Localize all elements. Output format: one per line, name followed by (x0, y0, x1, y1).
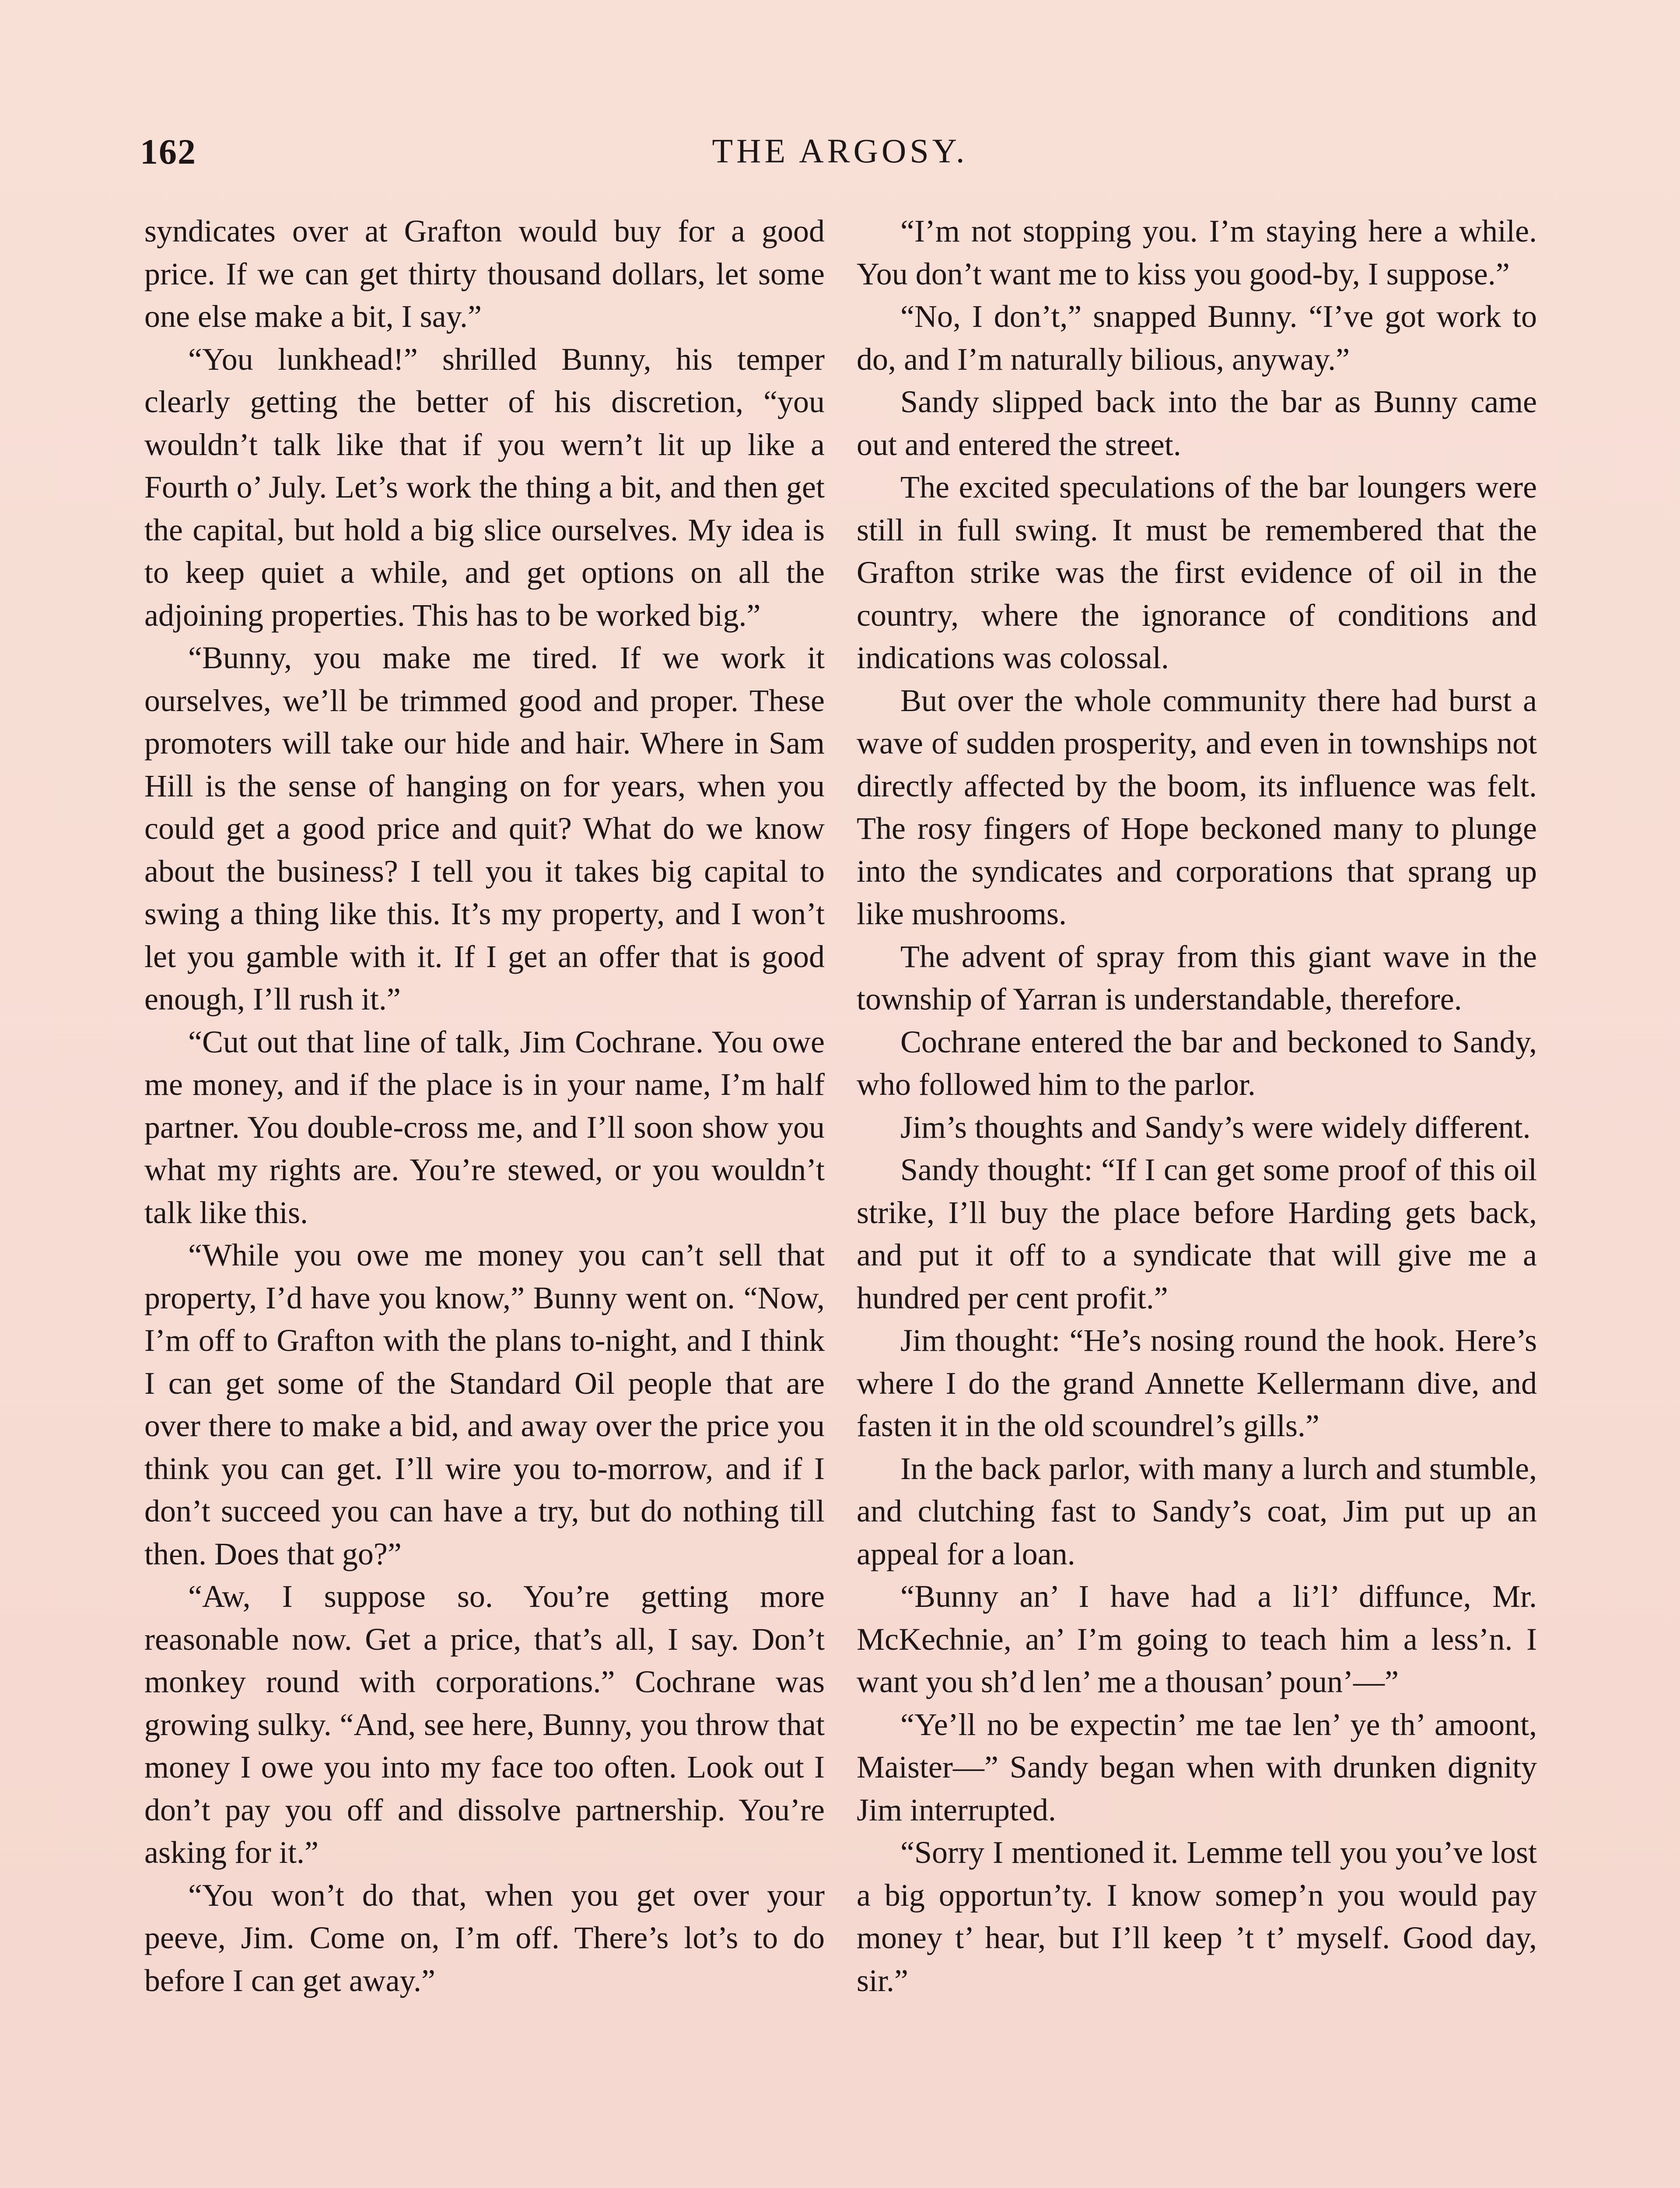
paragraph: syndicates over at Grafton would buy for a good price. If we can get thirty thousand dollars, let some one else make a bit, I say.” (144, 214, 825, 334)
page-header (140, 131, 1540, 184)
paragraph: Cochrane entered the bar and beckoned to Sandy, who followed him to the parlor. (857, 1024, 1537, 1102)
paragraph: “Ye’ll no be expectin’ me tae len’ ye th’ amoont, Maister—” Sandy began when with drunken dignity Jim interrupted. (857, 1707, 1537, 1827)
paragraph: In the back parlor, with many a lurch and stumble, and clutching fast to Sandy’s coat, Jim put up an appeal for a loan. (857, 1451, 1537, 1571)
paragraph: But over the whole community there had burst a wave of sudden prosperity, and even in townships not directly affected by the boom, its influence was felt. The rosy fingers of Hope beckoned many to plunge into the syndicates and corporations that sprang up like mushrooms. (857, 683, 1537, 931)
running-title: THE ARGOSY. (712, 132, 968, 170)
paragraph: The excited speculations of the bar loungers were still in full swing. It must be remembered that the Grafton strike was the first evidence of oil in the country, where the ignorance of conditions and indications was colossal. (857, 470, 1537, 675)
paragraph: “Bunny, you make me tired. If we work it ourselves, we’ll be trimmed good and proper. These promoters will take our hide and hair. Where in Sam Hill is the sense of hanging on for years, when you could get a good price and quit? What do we know about the business? I tell you it takes big capital to swing a thing like this. It’s my property, and I won’t let you gamble with it. If I get an offer that is good enough, I’ll rush it.” (144, 640, 825, 1017)
paragraph: “Aw, I suppose so. You’re getting more reasonable now. Get a price, that’s all, I say. Don’t monkey round with corporations.” Cochrane was growing sulky. “And, see here, Bunny, you throw that money I owe you into my face too often. Look out I don’t pay you off and dissolve partnership. You’re asking for it.” (144, 1579, 825, 1870)
page-number: 162 (140, 132, 196, 172)
paragraph: “You won’t do that, when you get over your peeve, Jim. Come on, I’m off. There’s lot’s to do before I can get away.” (144, 1877, 825, 1998)
paragraph: “You lunkhead!” shrilled Bunny, his temper clearly getting the better of his discretion, “you wouldn’t talk like that if you wern’t lit up like a Fourth o’ July. Let’s work the thing a bit, and then get the capital, but hold a big slice ourselves. My idea is to keep quiet a while, and get options on all the adjoining properties. This has to be worked big.” (144, 341, 825, 633)
paragraph: “Sorry I mentioned it. Lemme tell you you’ve lost a big opportun’ty. I know somep’n you would pay money t’ hear, but I’ll keep ’t t’ myself. Good day, sir.” (857, 1835, 1537, 1998)
left-column (144, 210, 825, 2002)
paragraph: “While you owe me money you can’t sell that property, I’d have you know,” Bunny went on. “Now, I’m off to Grafton with the plans to-night, and I think I can get some of the Standard Oil people that are over there to make a bid, and away over the price you think you can get. I’ll wire you to-morrow, and if I don’t succeed you can have a try, but do nothing till then. Does that go?” (144, 1238, 825, 1571)
paragraph: Jim’s thoughts and Sandy’s were widely different. (900, 1109, 1531, 1145)
paragraph: Sandy thought: “If I can get some proof of this oil strike, I’ll buy the place before Harding gets back, and put it off to a syndicate that will give me a hundred per cent profit.” (857, 1152, 1537, 1315)
paragraph: Sandy slipped back into the bar as Bunny came out and entered the street. (857, 384, 1537, 462)
paragraph: “Bunny an’ I have had a li’l’ diffunce, Mr. McKechnie, an’ I’m going to teach him a less’n. I want you sh’d len’ me a thousan’ poun’—” (857, 1579, 1537, 1699)
paragraph: “No, I don’t,” snapped Bunny. “I’ve got work to do, and I’m naturally bilious, anyway.” (857, 299, 1537, 377)
paragraph: Jim thought: “He’s nosing round the hook. Here’s where I do the grand Annette Kellermann dive, and fasten it in the old scoundrel’s gills.” (857, 1323, 1537, 1443)
paragraph: “I’m not stopping you. I’m staying here a while. You don’t want me to kiss you good-by, I suppose.” (857, 214, 1537, 291)
right-column (857, 210, 1537, 2002)
paragraph: “Cut out that line of talk, Jim Cochrane. You owe me money, and if the place is in your name, I’m half partner. You double-cross me, and I’ll soon show you what my rights are. You’re stewed, or you wouldn’t talk like this. (144, 1024, 825, 1230)
paragraph: The advent of spray from this giant wave in the township of Yarran is understandable, therefore. (857, 939, 1537, 1017)
